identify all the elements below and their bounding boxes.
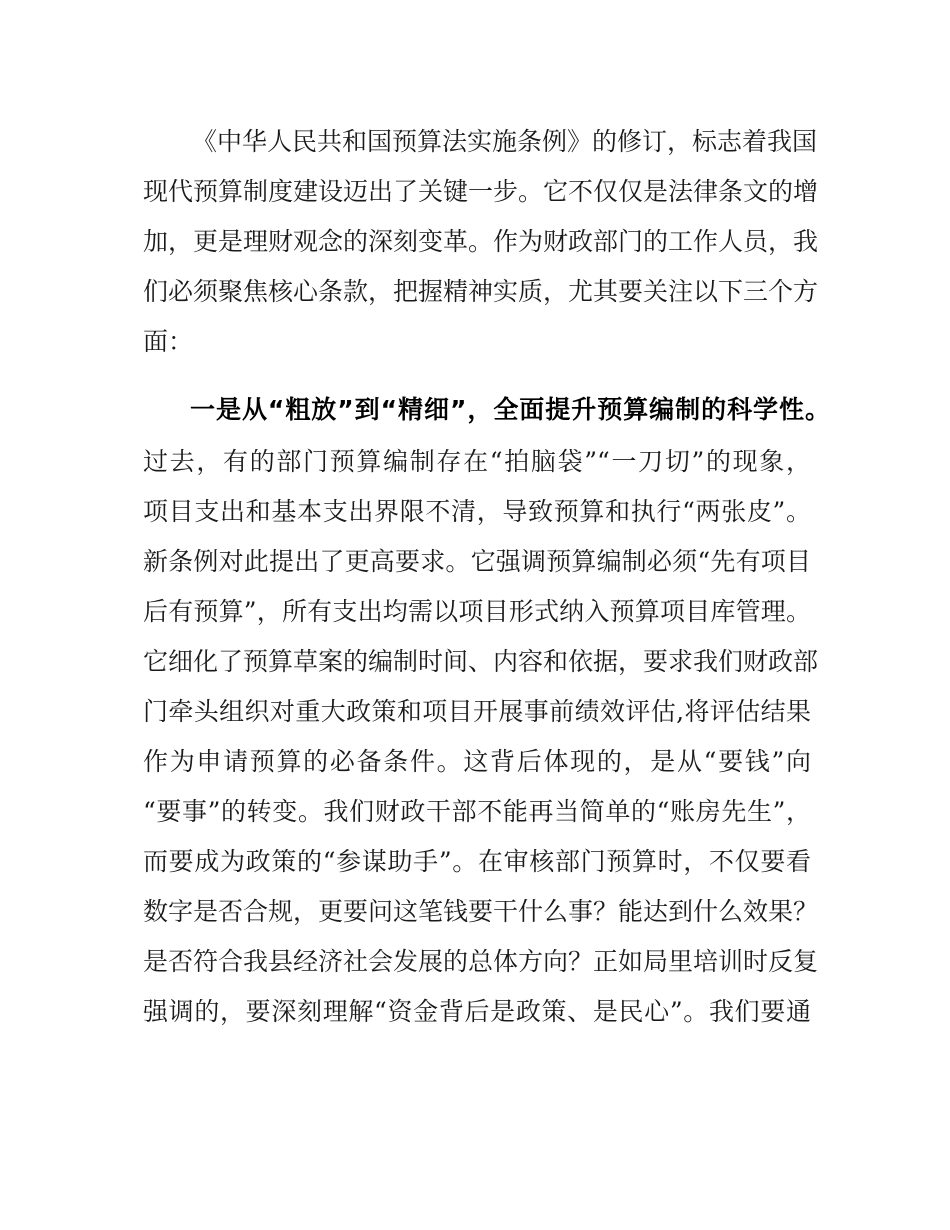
body-text-line: 面： <box>143 327 194 356</box>
body-text-line: 它细化了预算草案的编制时间、内容和依据，要求我们财政部 <box>143 647 819 676</box>
body-text-line: 后有预算”，所有支出均需以项目形式纳入预算项目库管理。 <box>143 597 811 626</box>
body-text-line: 加，更是理财观念的深刻变革。作为财政部门的工作人员，我 <box>143 227 819 256</box>
body-text-line: 新条例对此提出了更高要求。它强调预算编制必须“先有项目 <box>143 547 811 576</box>
body-text-line: 们必须聚焦核心条款，把握精神实质，尤其要关注以下三个方 <box>143 277 819 306</box>
body-text-line: 是否符合我县经济社会发展的总体方向？正如局里培训时反复 <box>143 947 819 976</box>
body-text-line: 作为申请预算的必备条件。这背后体现的，是从“要钱”向 <box>143 747 811 776</box>
body-text-line: 项目支出和基本支出界限不清，导致预算和执行“两张皮”。 <box>143 497 811 526</box>
body-text-line: 门牵头组织对重大政策和项目开展事前绩效评估,将评估结果 <box>143 697 811 726</box>
body-text-line: 强调的，要深刻理解“资金背后是政策、是民心”。我们要通 <box>143 997 811 1026</box>
body-text-line: 过去，有的部门预算编制存在“拍脑袋”“一刀切”的现象， <box>143 447 811 476</box>
body-text-line: “要事”的转变。我们财政干部不能再当简单的“账房先生”， <box>143 797 811 826</box>
body-text-line: 现代预算制度建设迈出了关键一步。它不仅仅是法律条文的增 <box>143 177 819 206</box>
body-text-line: 数字是否合规，更要问这笔钱要干什么事？能达到什么效果？ <box>143 897 819 926</box>
body-text-line: 《中华人民共和国预算法实施条例》的修订，标志着我国 <box>192 127 818 156</box>
section-heading: 一是从“粗放”到“精细”，全面提升预算编制的科学性。 <box>190 395 830 424</box>
body-text-line: 而要成为政策的“参谋助手”。在审核部门预算时，不仅要看 <box>143 847 811 876</box>
